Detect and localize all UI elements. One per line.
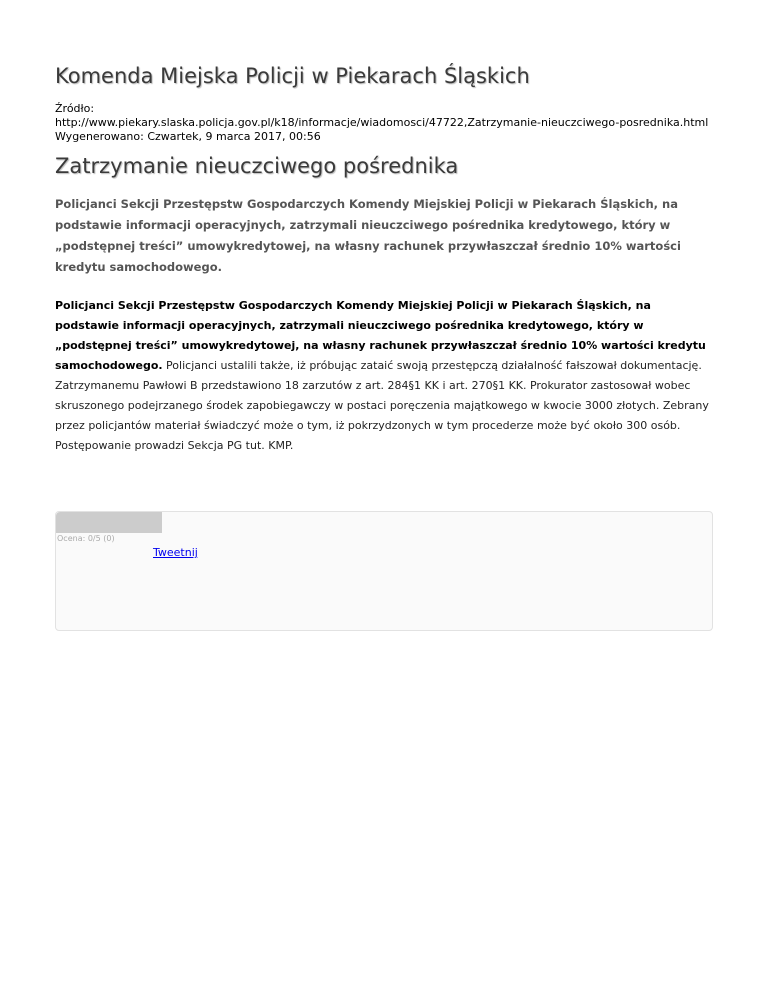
rating-text: Ocena: 0/5 (0) (57, 534, 115, 543)
meta-info (55, 102, 712, 144)
tweet-link[interactable]: Tweetnij (153, 546, 198, 559)
rating-share-box (55, 511, 713, 631)
article-body-bold: Policjanci Sekcji Przestępstw Gospodarczych Komendy Miejskiej Policji w Piekarach Śląskich, na podstawie informacji operacyjnych, zatrzymali nieuczciwego pośrednika kredytowego, który w „podstępnej treści” umowykredytowej, na własny rachunek przywłaszczał średnio 10% wartości kredytu samochodowego. (55, 299, 706, 372)
rating-stars-bar[interactable] (56, 512, 162, 533)
article-lead: Policjanci Sekcji Przestępstw Gospodarczych Komendy Miejskiej Policji w Piekarach Śląskich, na podstawie informacji operacyjnych, zatrzymali nieuczciwego pośrednika kredytowego, który w „podstępnej treści” umowykredytowej, na własny rachunek przywłaszczał średnio 10% wartości kredytu samochodowego. (55, 197, 681, 274)
article-title: Zatrzymanie nieuczciwego pośrednika (55, 154, 459, 178)
source-url: http://www.piekary.slaska.policja.gov.pl/k18/informacje/wiadomosci/47722,Zatrzymanie-nieuczciwego-posrednika.html (55, 116, 709, 129)
generated-date: Wygenerowano: Czwartek, 9 marca 2017, 00:56 (55, 130, 321, 143)
source-label: Źródło: (55, 102, 95, 115)
article-body (55, 296, 712, 456)
article-body-rest: Policjanci ustalili także, iż próbując zataić swoją przestępczą działalność fałszował dokumentację. Zatrzymanemu Pawłowi B przedstawiono 18 zarzutów z art. 284§1 KK i art. 270§1 KK. Prokurator zastosował wobec skruszonego podejrzanego środek zapobiegawczy w postaci poręczenia majątkowego w kwocie 3000 złotych. Zebrany przez policjantów materiał świadczyć może o tym, iż pokrzydzonych w tym procederze może być około 300 osób. Postępowanie prowadzi Sekcja PG tut. KMP. (55, 359, 709, 452)
site-title: Komenda Miejska Policji w Piekarach Śląskich (55, 64, 530, 88)
